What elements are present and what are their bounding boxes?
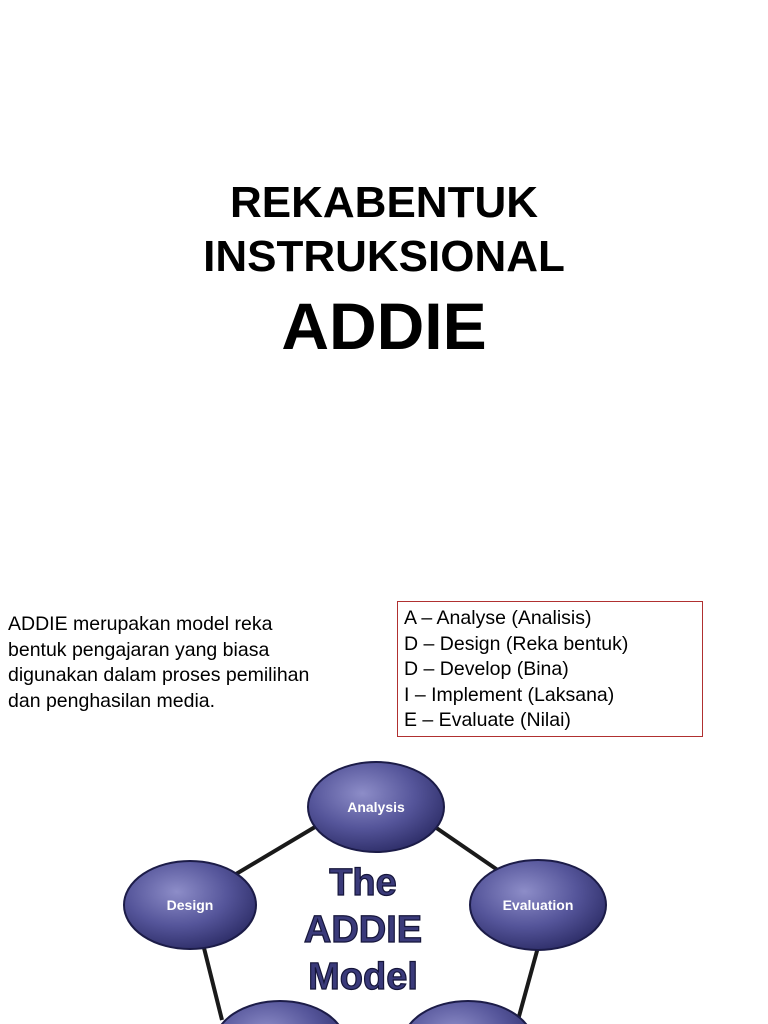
description-line: digunakan dalam proses pemilihan: [8, 664, 310, 686]
addie-model-diagram: [110, 755, 620, 1024]
description-text: [8, 612, 353, 714]
design-node-label: Design: [166, 897, 214, 913]
description-line: bentuk pengajaran yang biasa: [8, 638, 270, 661]
phase-item-implement: I – Implement (Laksana): [404, 683, 615, 706]
description-line: ADDIE merupakan model reka: [8, 613, 273, 635]
implement-node: [402, 1001, 534, 1024]
connector-analysis-design: [226, 827, 315, 880]
design-node: [124, 861, 256, 949]
connector-evaluation-implement: [518, 940, 540, 1020]
diagram-center-title: [304, 862, 422, 998]
addie-diagram-svg: [110, 755, 620, 1024]
evaluation-node-label: Evaluation: [502, 897, 574, 913]
center-title-line-1: The: [329, 862, 397, 904]
title-line-3: ADDIE: [281, 289, 487, 363]
phase-item-develop: D – Develop (Bina): [404, 658, 569, 680]
phase-item-design: D – Design (Reka bentuk): [404, 632, 629, 655]
connector-analysis-evaluation: [435, 827, 502, 873]
title-line-2: INSTRUKSIONAL: [203, 232, 565, 281]
title-line-1: REKABENTUK: [230, 178, 538, 227]
description-line: dan penghasilan media.: [8, 689, 216, 712]
evaluation-node: [470, 860, 606, 950]
analysis-node-label: Analysis: [347, 799, 405, 815]
connector-design-develop: [202, 940, 222, 1020]
phase-list-box: [397, 601, 703, 737]
phase-item-evaluate: E – Evaluate (Nilai): [404, 709, 571, 731]
center-title-line-2: ADDIE: [303, 909, 423, 951]
slide-title: [0, 176, 768, 366]
analysis-node: [308, 762, 444, 852]
develop-node: [214, 1001, 346, 1024]
phase-item-analyse: A – Analyse (Analisis): [404, 607, 592, 629]
center-title-line-3: Model: [308, 956, 418, 998]
